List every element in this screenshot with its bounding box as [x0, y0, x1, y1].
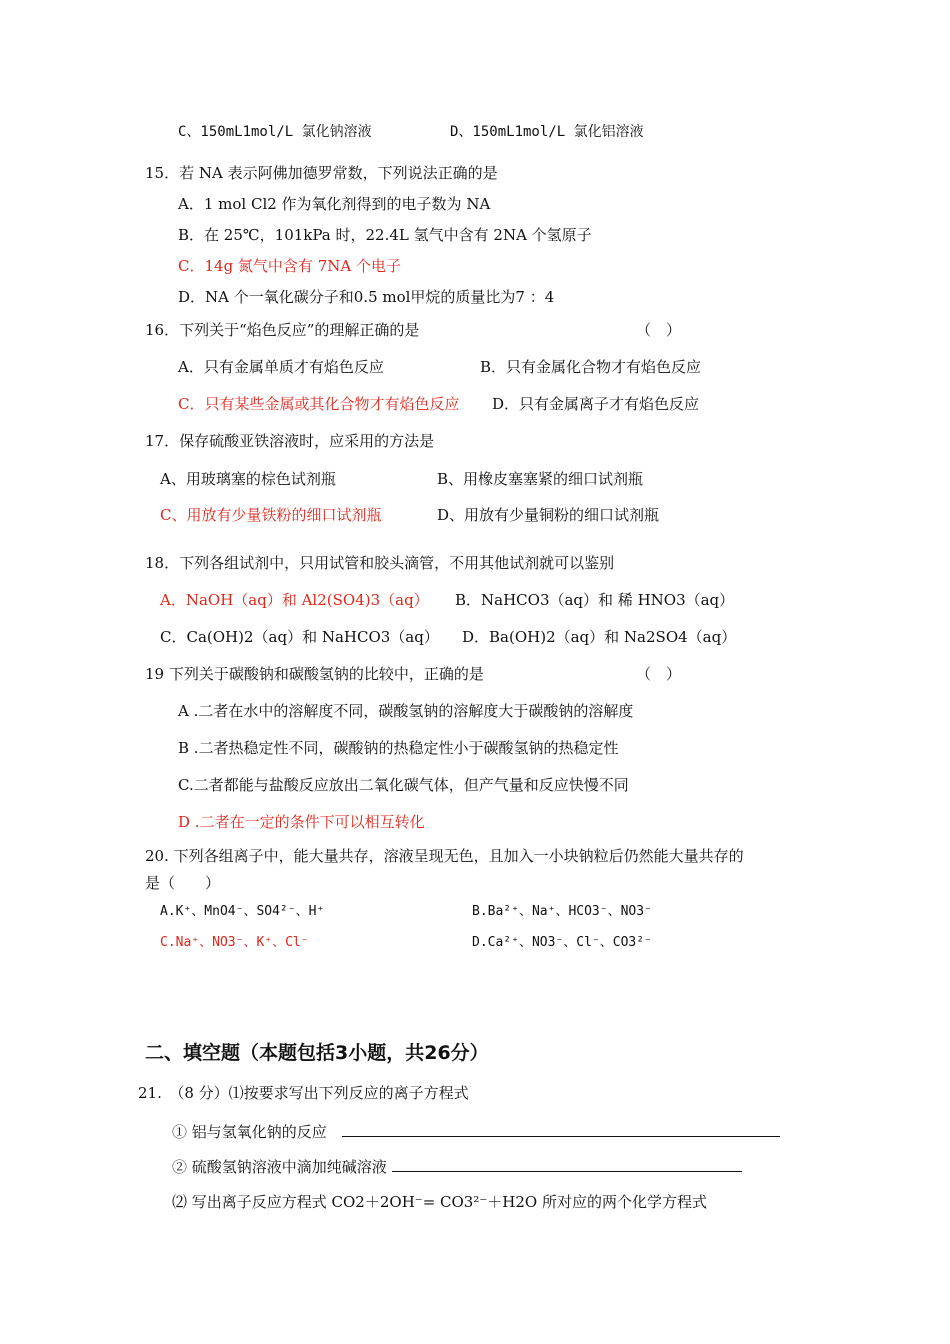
q20-option-c: C.Na⁺、NO3⁻、K⁺、Cl⁻: [160, 935, 309, 950]
q19-answer-paren: （ ）: [636, 665, 682, 683]
q17-stem: 17．保存硫酸亚铁溶液时，应采用的方法是: [145, 432, 435, 450]
q18-option-b: B．NaHCO3（aq）和 稀 HNO3（aq）: [455, 591, 735, 609]
q21-stem: 21. （8 分）⑴按要求写出下列反应的离子方程式: [138, 1084, 469, 1102]
section-heading: 二、填空题（本题包括3小题，共26分）: [145, 1042, 489, 1064]
q21-item1-label: ① 铝与氢氧化钠的反应: [172, 1123, 327, 1141]
q18-option-d: D．Ba(OH)2（aq）和 Na2SO4（aq）: [462, 628, 737, 646]
q15-option-a: A．1 mol Cl2 作为氧化剂得到的电子数为 NA: [178, 195, 491, 213]
q16-option-a: A．只有金属单质才有焰色反应: [178, 358, 384, 376]
q14-option-d: D、150mL1mol/L 氯化铝溶液: [450, 124, 644, 140]
q18-stem: 18．下列各组试剂中，只用试管和胶头滴管，不用其他试剂就可以鉴别: [145, 554, 615, 572]
q21-item2-label: ② 硫酸氢钠溶液中滴加纯碱溶液: [172, 1158, 387, 1176]
q21-item1: [172, 1121, 780, 1142]
answer-blank-1[interactable]: [342, 1121, 780, 1137]
q15-option-c: C．14g 氮气中含有 7NA 个电子: [178, 257, 401, 275]
q20-option-d: D.Ca²⁺、NO3⁻、Cl⁻、CO3²⁻: [472, 935, 652, 950]
q20-stem-line1: 20. 下列各组离子中，能大量共存，溶液呈现无色，且加入一小块钠粒后仍然能大量共存的: [145, 847, 744, 865]
q19-option-b: B .二者热稳定性不同，碳酸钠的热稳定性小于碳酸氢钠的热稳定性: [178, 739, 619, 757]
q17-option-d: D、用放有少量铜粉的细口试剂瓶: [437, 506, 660, 524]
q16-option-b: B．只有金属化合物才有焰色反应: [480, 358, 702, 376]
q18-option-c: C．Ca(OH)2（aq）和 NaHCO3（aq）: [160, 628, 439, 646]
q17-option-a: A、用玻璃塞的棕色试剂瓶: [160, 470, 336, 488]
q16-option-d: D．只有金属离子才有焰色反应: [492, 395, 700, 413]
q16-answer-paren: （ ）: [636, 321, 682, 339]
q19-option-a: A .二者在水中的溶解度不同，碳酸氢钠的溶解度大于碳酸钠的溶解度: [178, 702, 634, 720]
q18-option-a: A．NaOH（aq）和 Al2(SO4)3（aq）: [160, 591, 429, 609]
q20-option-b: B.Ba²⁺、Na⁺、HCO3⁻、NO3⁻: [472, 904, 652, 919]
q16-stem: 16．下列关于“焰色反应”的理解正确的是: [145, 321, 420, 339]
q19-option-c: C.二者都能与盐酸反应放出二氧化碳气体，但产气量和反应快慢不同: [178, 776, 629, 794]
q14-option-c: C、150mL1mol/L 氯化钠溶液: [178, 124, 372, 140]
q17-option-c: C、用放有少量铁粉的细口试剂瓶: [160, 506, 382, 524]
q15-option-b: B．在 25℃，101kPa 时，22.4L 氢气中含有 2NA 个氢原子: [178, 226, 592, 244]
q21-item2: [172, 1156, 742, 1177]
q21-item3: ⑵ 写出离子反应方程式 CO2＋2OH⁻= CO3²⁻＋H2O 所对应的两个化学方程式: [172, 1193, 707, 1211]
q20-option-a: A.K⁺、MnO4⁻、SO4²⁻、H⁺: [160, 904, 325, 919]
q17-option-b: B、用橡皮塞塞紧的细口试剂瓶: [437, 470, 644, 488]
q15-option-d: D．NA 个一氧化碳分子和0.5 mol甲烷的质量比为7 ：4: [178, 288, 555, 306]
q19-option-d: D .二者在一定的条件下可以相互转化: [178, 813, 425, 831]
q20-stem-line2: 是（ ）: [145, 874, 221, 892]
q19-stem: 19 下列关于碳酸钠和碳酸氢钠的比较中，正确的是: [145, 665, 484, 683]
answer-blank-2[interactable]: [392, 1156, 742, 1172]
q16-option-c: C．只有某些金属或其化合物才有焰色反应: [178, 395, 460, 413]
q15-stem: 15．若 NA 表示阿佛加德罗常数，下列说法正确的是: [145, 164, 498, 182]
